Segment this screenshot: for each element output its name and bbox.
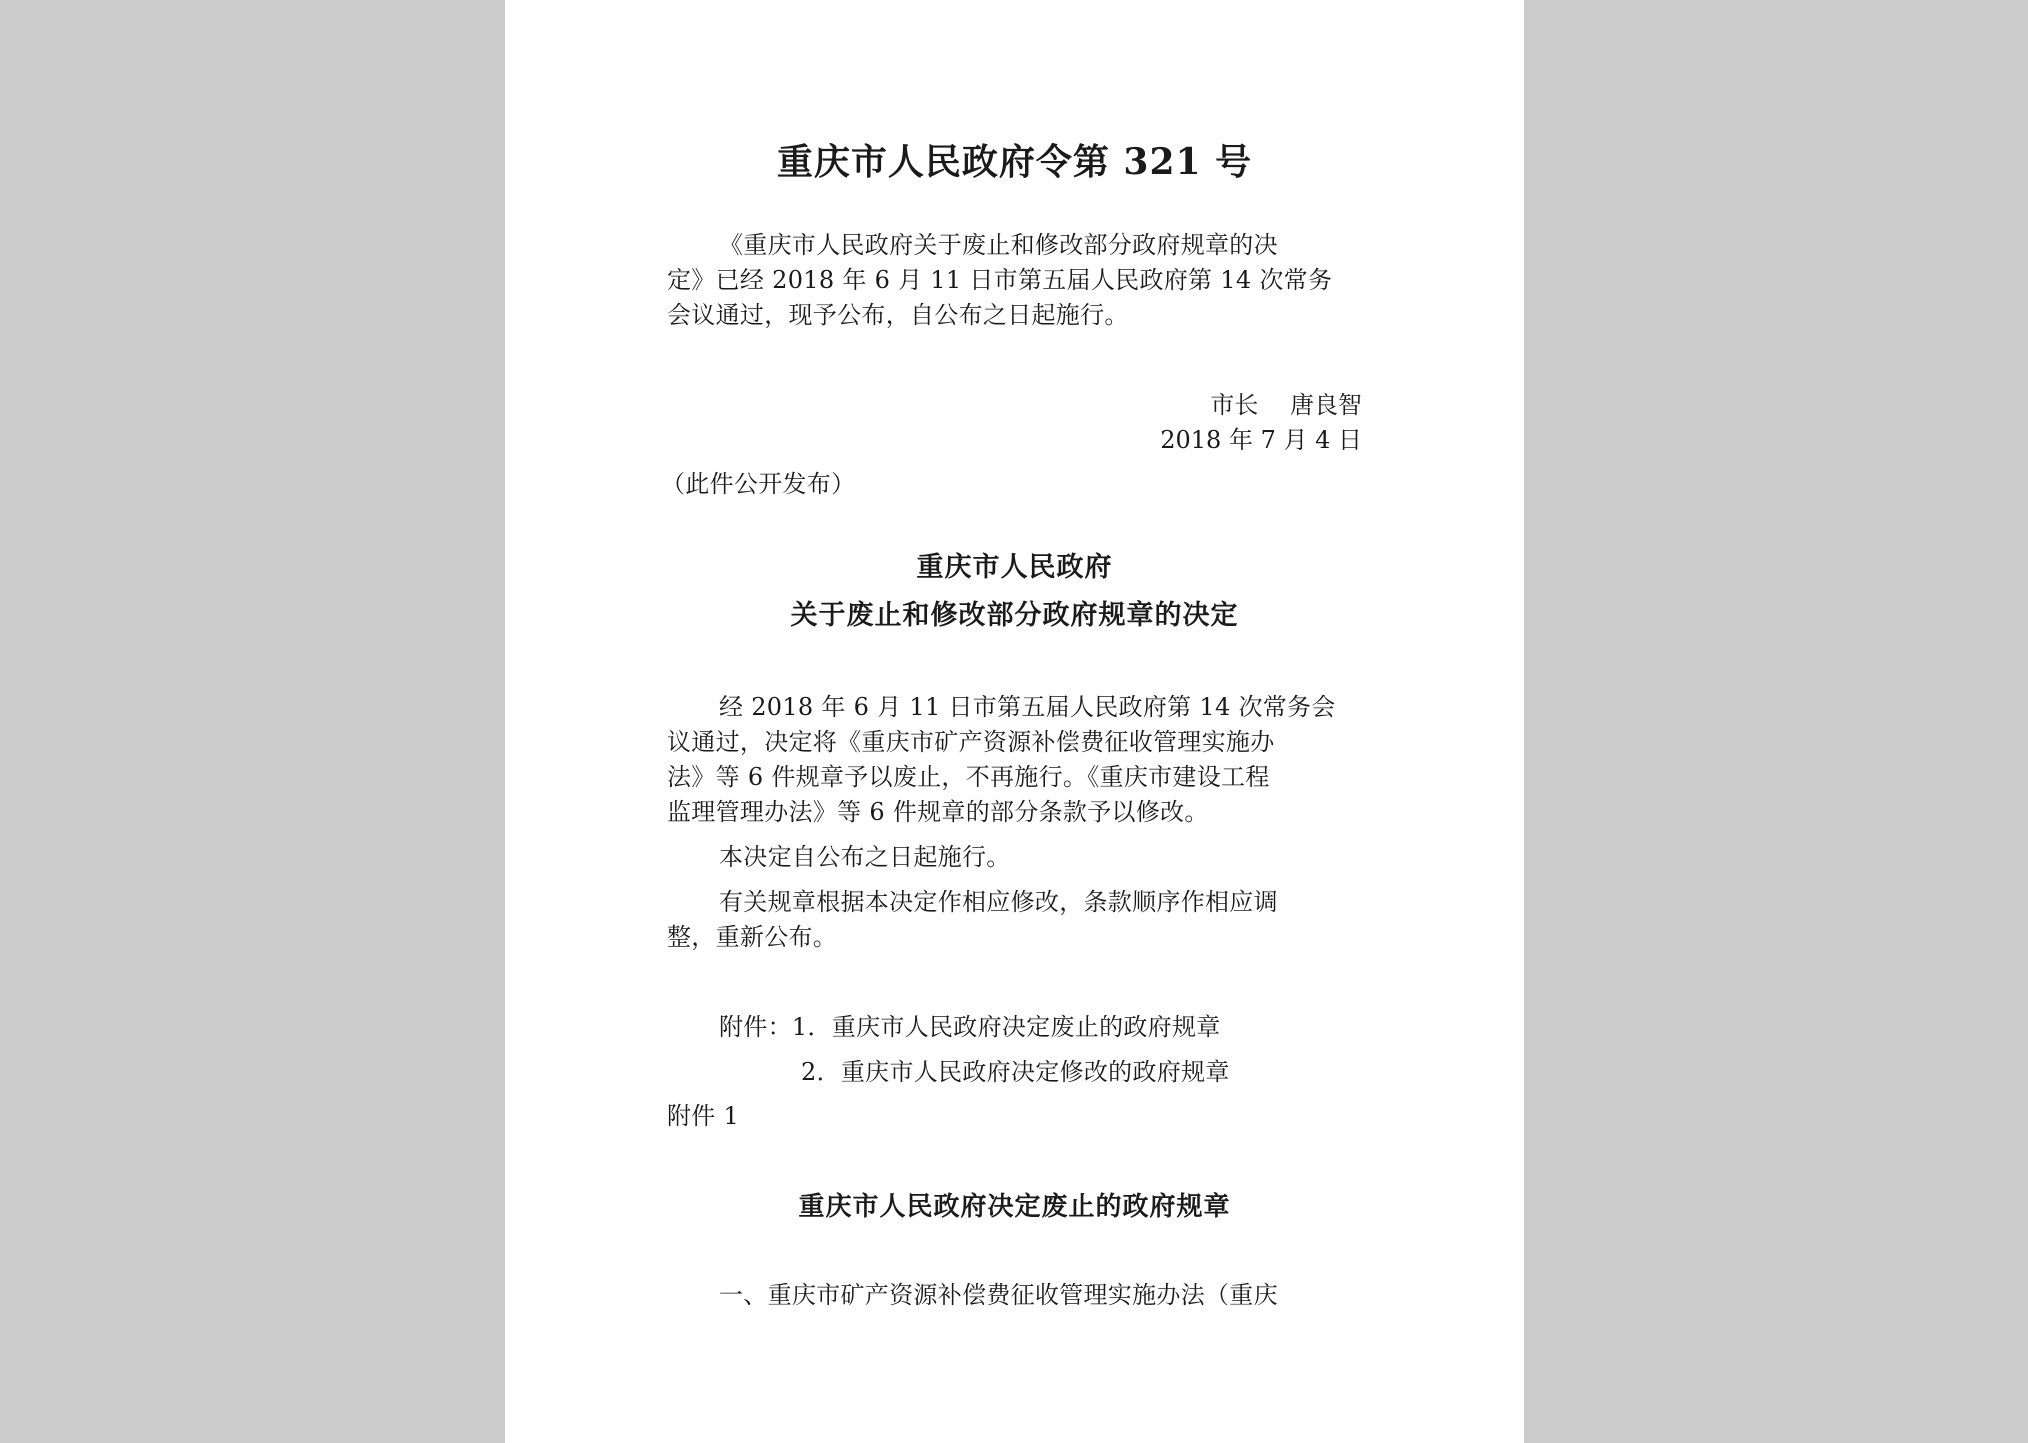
decision-para1-line-3: 法》等 6 件规章予以废止，不再施行。《重庆市建设工程 (667, 763, 1270, 791)
decision-para2: 本决定自公布之日起施行。 (719, 843, 1011, 871)
decision-para3-line-2: 整，重新公布。 (667, 923, 838, 951)
decision-para3-line-1: 有关规章根据本决定作相应修改，条款顺序作相应调 (719, 888, 1278, 916)
decision-para1-line-4: 监理管理办法》等 6 件规章的部分条款予以修改。 (667, 798, 1209, 826)
document-title: 重庆市人民政府令第 321 号 (776, 141, 1253, 183)
attachment-label: 附件 1 (667, 1102, 740, 1130)
decision-para1-line-1: 经 2018 年 6 月 11 日市第五届人民政府第 14 次常务会 (719, 693, 1336, 721)
decision-title-line-2: 关于废止和修改部分政府规章的决定 (790, 600, 1239, 631)
signature-mayor: 市长 唐良智 (1210, 391, 1362, 419)
attachment-1-reference: 附件：1．重庆市人民政府决定废止的政府规章 (719, 1013, 1221, 1041)
intro-line-3: 会议通过，现予公布，自公布之日起施行。 (667, 301, 1129, 329)
intro-line-1: 《重庆市人民政府关于废止和修改部分政府规章的决 (719, 231, 1278, 259)
decision-para1-line-2: 议通过，决定将《重庆市矿产资源补偿费征收管理实施办 (667, 728, 1275, 756)
item-1: 一、重庆市矿产资源补偿费征收管理实施办法（重庆 (719, 1281, 1278, 1309)
attachment-2-reference: 2．重庆市人民政府决定修改的政府规章 (801, 1058, 1230, 1086)
intro-line-2: 定》已经 2018 年 6 月 11 日市第五届人民政府第 14 次常务 (667, 266, 1333, 294)
attachment-title: 重庆市人民政府决定废止的政府规章 (798, 1192, 1231, 1222)
decision-title-line-1: 重庆市人民政府 (916, 552, 1113, 583)
signature-date: 2018 年 7 月 4 日 (1160, 426, 1362, 454)
document-page (505, 0, 1524, 1443)
public-note: （此件公开发布） (661, 470, 856, 498)
